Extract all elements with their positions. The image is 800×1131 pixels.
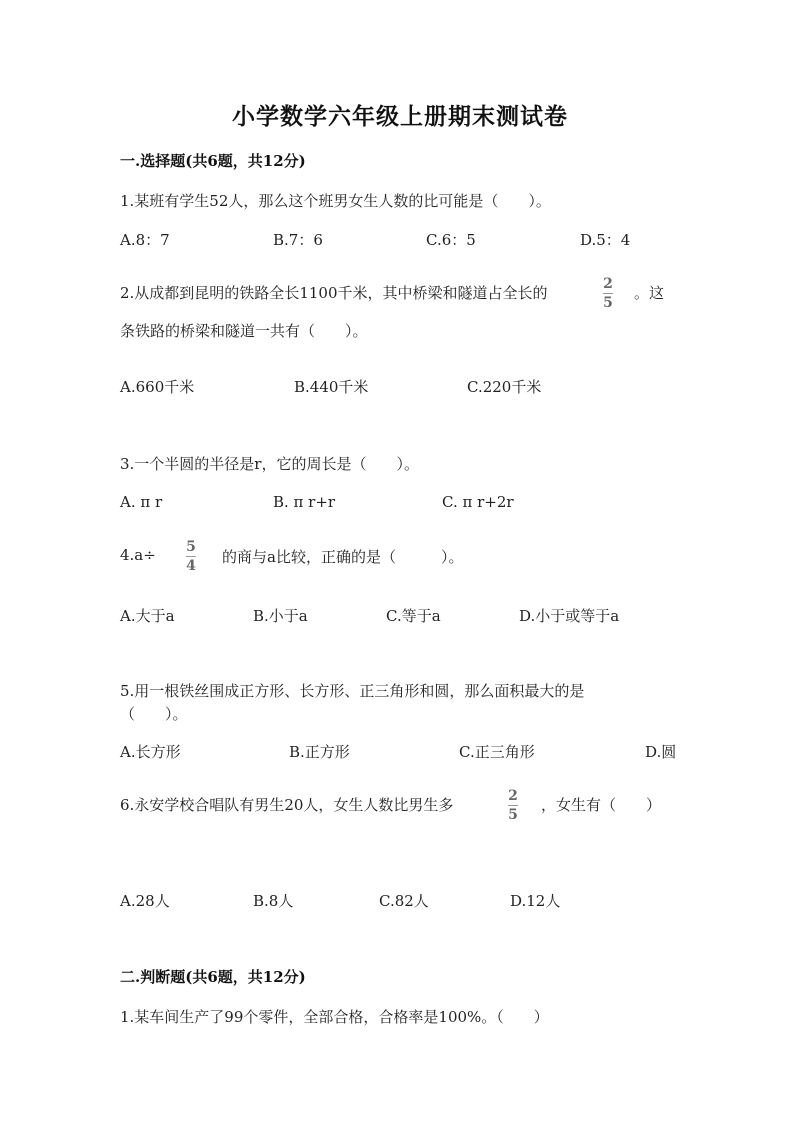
q6-text-before: 6.永安学校合唱队有男生20人，女生人数比男生多 xyxy=(120,796,454,814)
q1-option-d: D.5：4 xyxy=(580,231,631,249)
q6-option-c: C.82人 xyxy=(379,892,429,910)
q6-text-after: ，女生有（ ） xyxy=(541,796,662,814)
fraction-bar xyxy=(603,293,613,294)
q2-text-before: 2.从成都到昆明的铁路全长1100千米，其中桥梁和隧道占全长的 xyxy=(120,284,548,302)
q4-option-a: A.大于a xyxy=(120,607,175,625)
question-5-choice: 5.用一根铁丝围成正方形、长方形、正三角形和圆，那么面积最大的是 xyxy=(120,682,585,700)
q4-fraction-denominator: 4 xyxy=(186,558,196,574)
q1-option-b: B.7：6 xyxy=(273,231,323,249)
q1-option-c: C.6：5 xyxy=(426,231,476,249)
q4-text-before: 4.a÷ xyxy=(120,546,156,564)
fraction-bar xyxy=(508,805,518,806)
section-heading-judgement: 二.判断题(共6题，共12分) xyxy=(120,968,306,986)
q3-option-c: C. π r+2r xyxy=(442,493,514,511)
q2-option-a: A.660千米 xyxy=(120,378,195,396)
q5-option-a: A.长方形 xyxy=(120,743,181,761)
question-3-choice: 3.一个半圆的半径是r，它的周长是（ ）。 xyxy=(120,455,419,473)
q4-text-after: 的商与a比较，正确的是（ ）。 xyxy=(222,548,464,566)
q2-text-after: 。这 xyxy=(634,284,665,302)
section-heading-choice: 一.选择题(共6题，共12分) xyxy=(120,152,306,170)
q3-option-b: B. π r+r xyxy=(273,493,336,511)
q6-option-a: A.28人 xyxy=(120,892,170,910)
q1-option-a: A.8：7 xyxy=(120,231,170,249)
q2-option-b: B.440千米 xyxy=(294,378,369,396)
q6-option-b: B.8人 xyxy=(253,892,294,910)
question-1-judgement: 1.某车间生产了99个零件，全部合格，合格率是100%。（ ） xyxy=(120,1008,549,1026)
q6-option-d: D.12人 xyxy=(510,892,561,910)
q2-text-line2: 条铁路的桥梁和隧道一共有（ ）。 xyxy=(120,322,368,340)
q6-fraction-numerator: 2 xyxy=(508,788,518,804)
q6-fraction-denominator: 5 xyxy=(508,807,518,823)
q5-option-d: D.圆 xyxy=(645,743,677,761)
question-2-choice xyxy=(120,282,548,303)
q6-fraction xyxy=(508,788,518,823)
q2-option-c: C.220千米 xyxy=(467,378,542,396)
q4-fraction-numerator: 5 xyxy=(186,539,196,555)
q5-text-line2: （ ）。 xyxy=(120,705,188,723)
q4-option-c: C.等于a xyxy=(386,607,441,625)
page-title: 小学数学六年级上册期末测试卷 xyxy=(232,103,568,130)
question-4-choice xyxy=(120,546,156,564)
q5-option-c: C.正三角形 xyxy=(459,743,535,761)
q4-option-b: B.小于a xyxy=(253,607,308,625)
question-6-choice xyxy=(120,794,453,815)
q4-fraction xyxy=(186,539,196,574)
q5-option-b: B.正方形 xyxy=(289,743,350,761)
q2-fraction xyxy=(603,276,613,311)
q3-option-a: A. π r xyxy=(120,493,163,511)
q4-option-d: D.小于或等于a xyxy=(519,607,620,625)
fraction-bar xyxy=(186,556,196,557)
question-1-choice: 1.某班有学生52人，那么这个班男女生人数的比可能是（ ）。 xyxy=(120,192,551,210)
q2-fraction-denominator: 5 xyxy=(603,295,613,311)
q2-fraction-numerator: 2 xyxy=(603,276,613,292)
